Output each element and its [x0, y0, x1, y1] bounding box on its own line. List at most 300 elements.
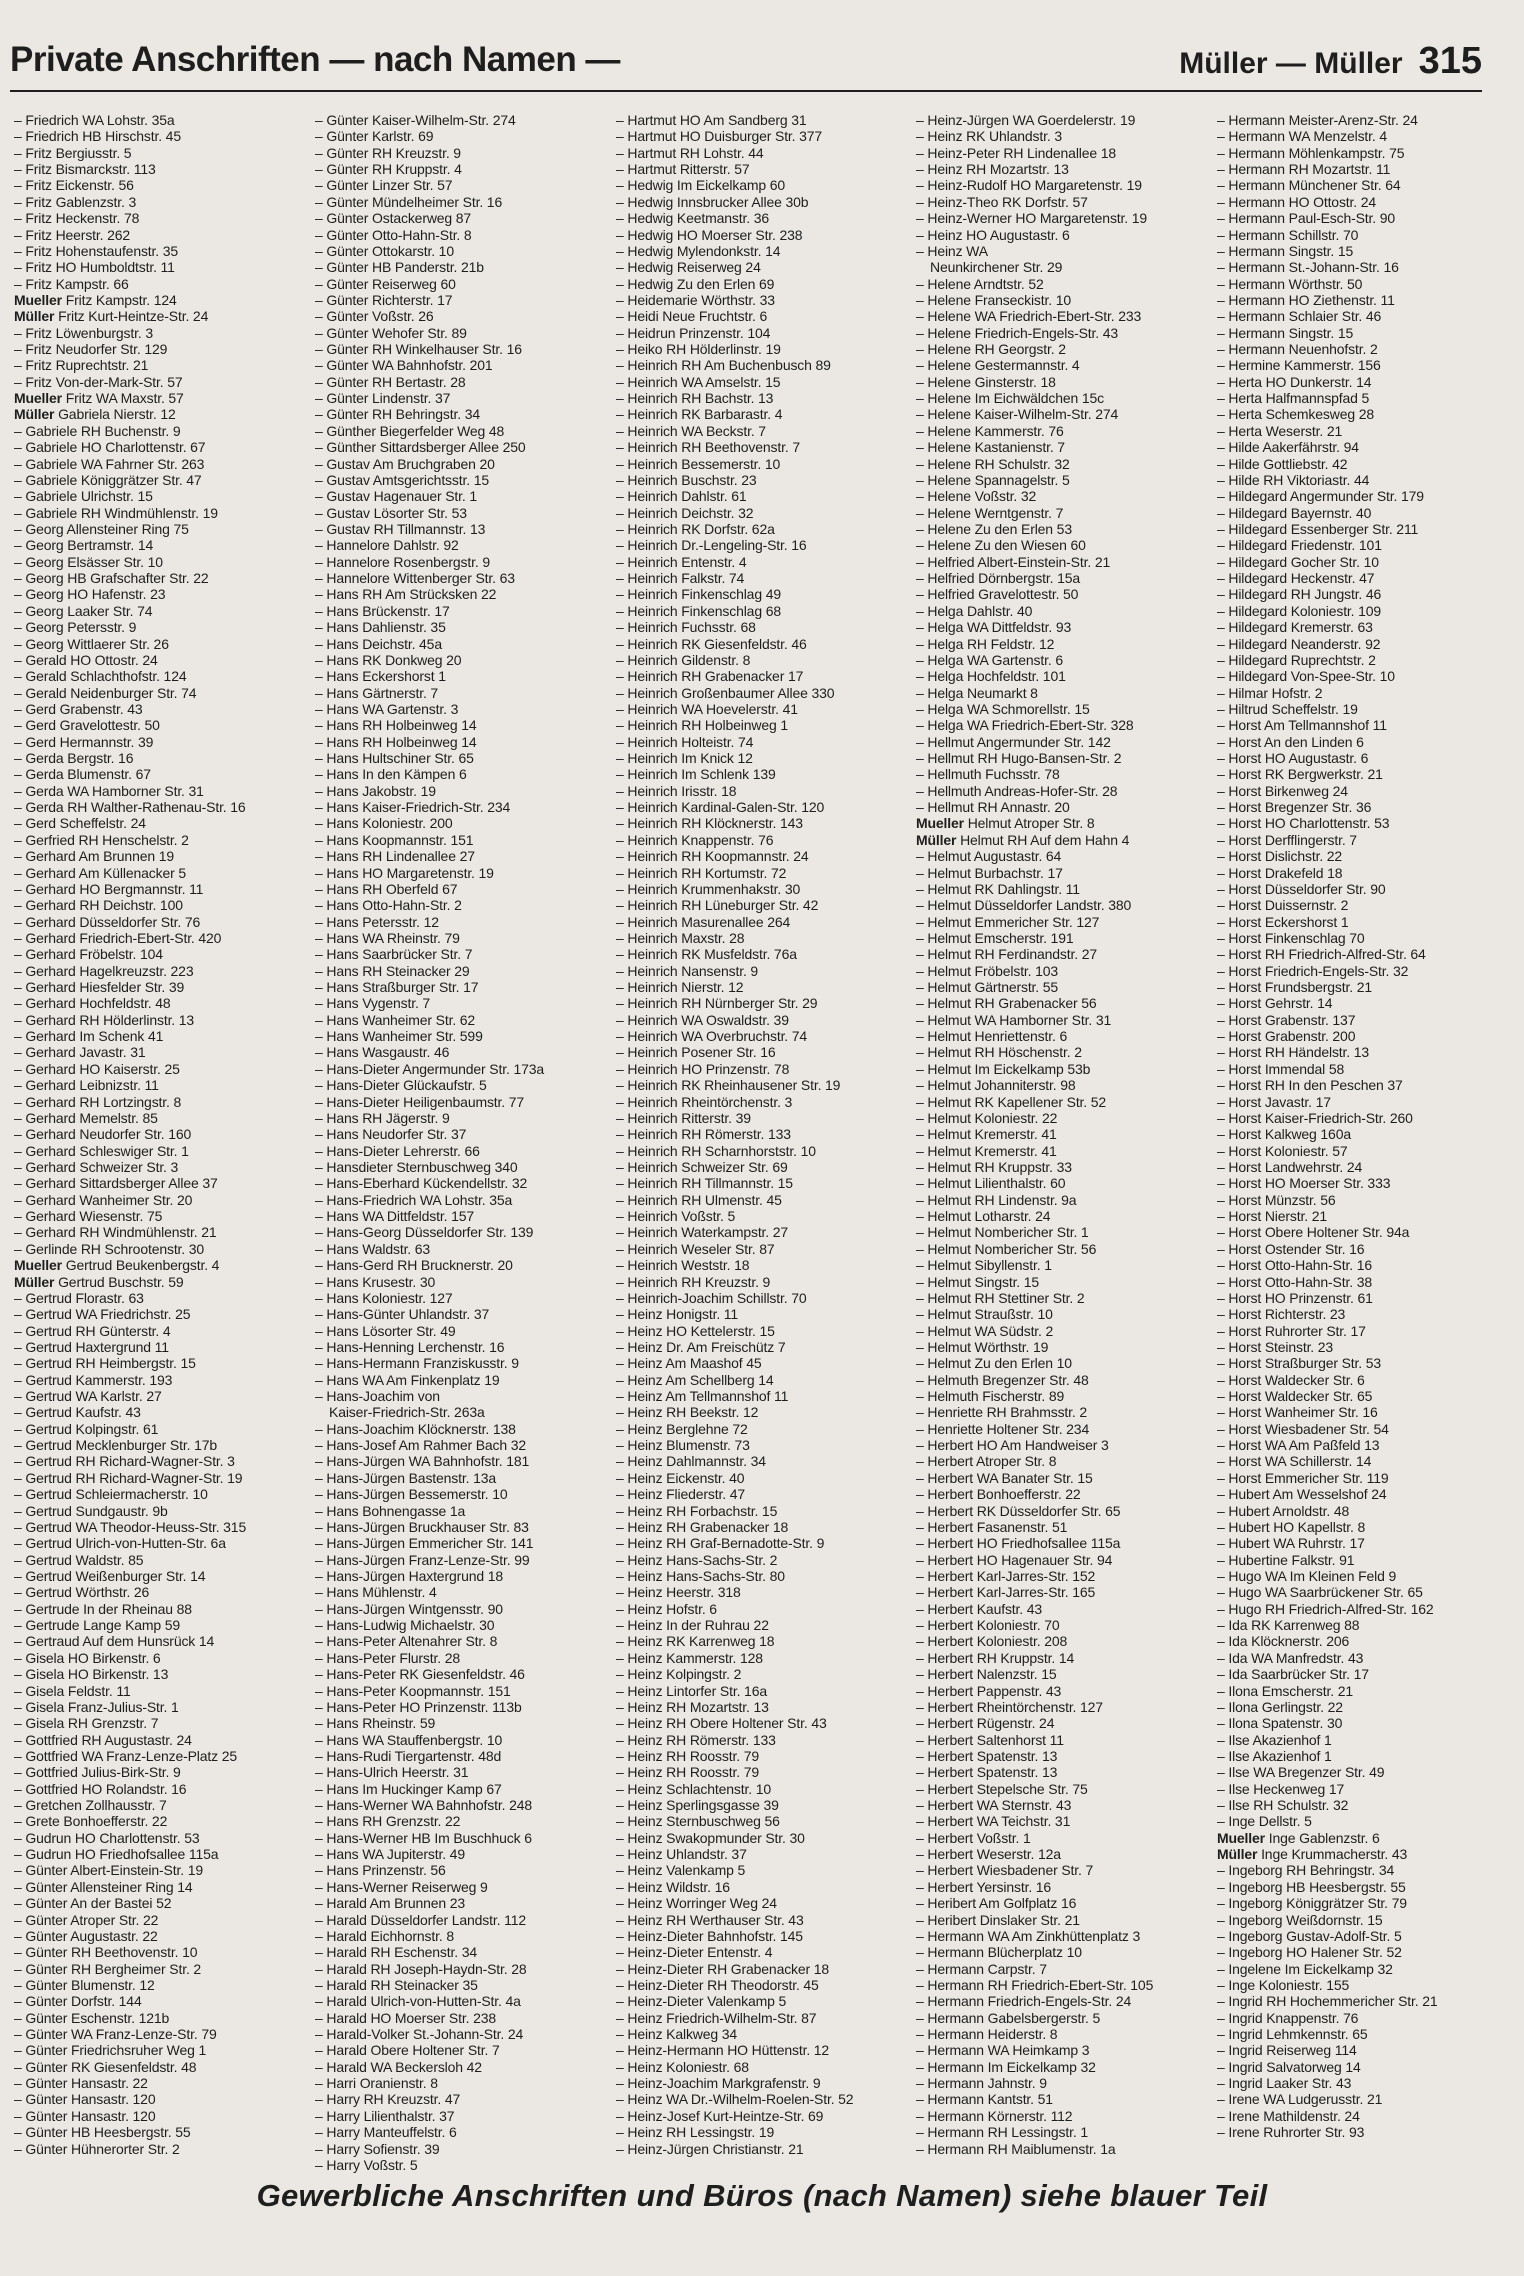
directory-entry: – Hugo WA Im Kleinen Feld 9: [1217, 1567, 1397, 1584]
directory-entry: – Ingeborg RH Behringstr. 34: [1217, 1862, 1395, 1879]
directory-entry: – Heinz Fliederstr. 47: [616, 1486, 745, 1503]
directory-entry: – Ingrid Knappenstr. 76: [1217, 2009, 1359, 2026]
directory-entry: – Helfried Dörnbergstr. 15a: [916, 570, 1081, 587]
directory-entry: – Heiko RH Hölderlinstr. 19: [616, 341, 781, 358]
directory-entry: – Fritz Hohenstaufenstr. 35: [14, 242, 179, 259]
directory-entry: – Harald Obere Holtener Str. 7: [315, 2042, 500, 2059]
directory-entry: – Hans-Werner HB Im Buschhuck 6: [315, 1829, 532, 1846]
directory-entry: – Herta HO Dunkerstr. 14: [1217, 373, 1372, 390]
directory-entry: – Georg Bertramstr. 14: [14, 537, 154, 554]
directory-entry: – Harri Oranienstr. 8: [315, 2075, 438, 2092]
directory-entry: – Heinrich Buschstr. 23: [616, 471, 757, 488]
directory-entry: – Ilse Akazienhof 1: [1217, 1747, 1332, 1764]
directory-entry: – Ilse WA Bregenzer Str. 49: [1217, 1764, 1385, 1781]
directory-entry: – Hermann Schlaier Str. 46: [1217, 308, 1382, 325]
directory-entry: – Gertrud Kammerstr. 193: [14, 1371, 173, 1388]
directory-entry: – Heinz RK Uhlandstr. 3: [916, 128, 1062, 145]
directory-entry: – Hartmut HO Duisburger Str. 377: [616, 128, 823, 145]
directory-entry: – Gerald Schlachthofstr. 124: [14, 668, 187, 685]
directory-entry: – Günter Friedrichsruher Weg 1: [14, 2042, 207, 2059]
directory-entry: – Helfried Gravelottestr. 50: [916, 586, 1079, 603]
directory-entry: – Gerhard Wiesenstr. 75: [14, 1208, 163, 1225]
directory-entry: – Heinrich Falkstr. 74: [616, 570, 745, 587]
directory-entry: – Ingrid Lehmkennstr. 65: [1217, 2026, 1368, 2043]
directory-entry: – Horst HO Charlottenstr. 53: [1217, 815, 1390, 832]
directory-entry: – Hans Wasgaustr. 46: [315, 1044, 450, 1061]
directory-entry: – Günter Kaiser-Wilhelm-Str. 274: [315, 112, 516, 128]
directory-entry: – Günter Hansastr. 22: [14, 2075, 148, 2092]
directory-entry: – Ida Klöcknerstr. 206: [1217, 1633, 1350, 1650]
directory-entry: – Herbert Saltenhorst 11: [916, 1731, 1064, 1748]
directory-entry: – Heinz Valenkamp 5: [616, 1862, 746, 1879]
directory-entry: – Hans Koloniestr. 127: [315, 1289, 453, 1306]
directory-entry: – Heinrich Im Schlenk 139: [616, 766, 776, 783]
directory-entry: – Harry Voßstr. 5: [315, 2156, 418, 2173]
directory-entry: – Georg Wittlaerer Str. 26: [14, 635, 169, 652]
directory-entry: – Georg Allensteiner Ring 75: [14, 520, 189, 537]
directory-entry: – Heinrich Schweizer Str. 69: [616, 1159, 788, 1175]
directory-entry: – Heinrich Masurenallee 264: [616, 913, 791, 930]
directory-entry: – Horst Derfflingerstr. 7: [1217, 831, 1357, 848]
directory-entry: – Horst Drakefeld 18: [1217, 864, 1343, 881]
directory-entry: – Herbert Voßstr. 1: [916, 1829, 1031, 1846]
directory-column-3: [616, 112, 908, 2162]
directory-column-4: [916, 112, 1208, 2162]
directory-entry: – Gerhard Leibnizstr. 11: [14, 1077, 159, 1094]
directory-entry: – Gottfried HO Rolandstr. 16: [14, 1780, 187, 1797]
directory-entry: – Gerhard Schweizer Str. 3: [14, 1159, 179, 1175]
directory-entry: – Günter Atroper Str. 22: [14, 1911, 159, 1928]
directory-entry: – Gerhard RH Hölderlinstr. 13: [14, 1011, 195, 1028]
directory-entry: – Hildegard Koloniestr. 109: [1217, 602, 1382, 619]
directory-entry: – Hermann Wörthstr. 50: [1217, 275, 1363, 292]
directory-entry: – Helmut RH Höschenstr. 2: [916, 1044, 1082, 1061]
directory-entry: – Herbert Atroper Str. 8: [916, 1453, 1057, 1470]
directory-entry: – Helga WA Friedrich-Ebert-Str. 328: [916, 717, 1134, 734]
directory-entry: – Horst HO Moerser Str. 333: [1217, 1175, 1391, 1192]
directory-entry: – Hans-Joachim Klöcknerstr. 138: [315, 1420, 516, 1437]
directory-entry: – Günter Augustastr. 22: [14, 1927, 158, 1944]
directory-entry: – Horst Javastr. 17: [1217, 1093, 1331, 1110]
directory-entry: – Helmut Im Eickelkamp 53b: [916, 1060, 1091, 1077]
directory-entry: – Heinrich RK Giesenfeldstr. 46: [616, 635, 807, 652]
directory-entry: – Horst Otto-Hahn-Str. 38: [1217, 1273, 1372, 1290]
directory-entry: – Gudrun HO Charlottenstr. 53: [14, 1829, 200, 1846]
directory-entry: – Heinz Heerstr. 318: [616, 1584, 741, 1601]
directory-entry: – Hartmut Ritterstr. 57: [616, 161, 750, 178]
directory-entry: – Gerhard HO Kaiserstr. 25: [14, 1060, 180, 1077]
directory-entry: – Hans Rheinstr. 59: [315, 1715, 436, 1732]
directory-entry: – Horst RH Händelstr. 13: [1217, 1044, 1370, 1061]
directory-entry: – Heinz Sternbuschweg 56: [616, 1813, 780, 1830]
directory-entry: – Hans RK Donkweg 20: [315, 651, 462, 668]
directory-entry: – Hans HO Margaretenstr. 19: [315, 864, 494, 881]
directory-entry: – Harald RH Eschenstr. 34: [315, 1944, 477, 1961]
directory-entry: – Heinz RH Obere Holtener Str. 43: [616, 1715, 827, 1732]
directory-entry: – Heinrich RH Scharnhorststr. 10: [616, 1142, 816, 1159]
directory-entry: – Hermine Kammerstr. 156: [1217, 357, 1381, 374]
directory-entry: – Hilde Gottliebstr. 42: [1217, 455, 1348, 472]
directory-entry: – Gerhard Neudorfer Str. 160: [14, 1126, 192, 1143]
directory-entry: – Gertrud Kolpingstr. 61: [14, 1420, 159, 1437]
directory-entry: – Hedwig Innsbrucker Allee 30b: [616, 193, 809, 210]
directory-entry: – Hermann WA Menzelstr. 4: [1217, 128, 1388, 145]
directory-entry: – Heinrich Voßstr. 5: [616, 1208, 736, 1225]
directory-entry: – Heinrich Knappenstr. 76: [616, 831, 774, 848]
directory-entry: – Helene Spannagelstr. 5: [916, 471, 1070, 488]
directory-entry: – Heinrich WA Oswaldstr. 39: [616, 1011, 789, 1028]
directory-entry: – Irene WA Ludgerusstr. 21: [1217, 2091, 1383, 2108]
directory-entry: – Heinz RH Beekstr. 12: [616, 1404, 759, 1421]
directory-entry: – Harald-Volker St.-Johann-Str. 24: [315, 2026, 524, 2043]
directory-entry: – Heinz Lintorfer Str. 16a: [616, 1682, 767, 1699]
directory-entry: – Horst Landwehrstr. 24: [1217, 1159, 1363, 1175]
directory-entry: – Heinz Dahlmannstr. 34: [616, 1453, 766, 1470]
directory-entry: – Horst Straßburger Str. 53: [1217, 1355, 1382, 1372]
directory-entry: – Heinrich Gildenstr. 8: [616, 651, 751, 668]
directory-entry: – Helga Hochfeldstr. 101: [916, 668, 1066, 685]
directory-entry: – Günter WA Franz-Lenze-Str. 79: [14, 2026, 217, 2043]
directory-entry: – Hans-Dieter Heiligenbaumstr. 77: [315, 1093, 525, 1110]
directory-entry: – Hedwig Reiserweg 24: [616, 259, 761, 276]
directory-entry: – Hans RH Grenzstr. 22: [315, 1813, 461, 1830]
directory-entry: – Hermann Meister-Arenz-Str. 24: [1217, 112, 1418, 128]
directory-entry: Müller Fritz Kurt-Heintze-Str. 24: [14, 308, 209, 325]
directory-entry: – Hermann HO Ziethenstr. 11: [1217, 291, 1395, 308]
directory-entry: – Heinz Hofstr. 6: [616, 1600, 717, 1617]
directory-entry: – Hans Waldstr. 63: [315, 1240, 431, 1257]
directory-entry: – Hans Vygenstr. 7: [315, 995, 431, 1012]
directory-entry: – Gerd Gravelottestr. 50: [14, 717, 160, 734]
directory-entry: – Herbert WA Banater Str. 15: [916, 1469, 1093, 1486]
directory-entry: – Heinrich RH Kortumstr. 72: [616, 864, 787, 881]
directory-entry: Mueller Helmut Atroper Str. 8: [916, 815, 1095, 832]
directory-entry: – Hellmut RH Hugo-Bansen-Str. 2: [916, 750, 1122, 767]
directory-entry: – Gudrun HO Friedhofsallee 115a: [14, 1846, 219, 1863]
directory-entry: – Hermann Schillstr. 70: [1217, 226, 1359, 243]
directory-entry: – Hans WA Stauffenbergstr. 10: [315, 1731, 503, 1748]
directory-entry: – Horst RH Friedrich-Alfred-Str. 64: [1217, 946, 1426, 963]
directory-entry: – Hartmut RH Lohstr. 44: [616, 144, 764, 161]
directory-entry: – Hans Prinzenstr. 56: [315, 1862, 446, 1879]
directory-entry: – Heinz-Peter RH Lindenallee 18: [916, 144, 1117, 161]
directory-entry: Müller Inge Krummacherstr. 43: [1217, 1846, 1408, 1863]
directory-entry: – Heinz-Rudolf HO Margaretenstr. 19: [916, 177, 1142, 194]
directory-entry: – Helene RH Georgstr. 2: [916, 341, 1066, 358]
directory-entry: – Heinrich Weststr. 18: [616, 1257, 750, 1274]
directory-entry: – Heinrich RH Kreuzstr. 9: [616, 1273, 771, 1290]
directory-entry: – Heinz HO Kettelerstr. 15: [616, 1322, 775, 1339]
directory-entry: – Günter Eschenstr. 121b: [14, 2009, 170, 2026]
directory-entry: – Gabriele HO Charlottenstr. 67: [14, 439, 206, 456]
directory-entry: – Hildegard Ruprechtstr. 2: [1217, 651, 1376, 668]
directory-entry: – Fritz Bergiusstr. 5: [14, 144, 132, 161]
directory-entry: – Georg HB Grafschafter Str. 22: [14, 570, 209, 587]
directory-entry: – Gerhard Sittardsberger Allee 37: [14, 1175, 218, 1192]
name-range-label: Müller — Müller: [1179, 47, 1403, 80]
directory-entry: – Helga WA Gartenstr. 6: [916, 651, 1063, 668]
directory-entry: – Heinrich Deichstr. 32: [616, 504, 754, 521]
directory-entry: – Hubertine Falkstr. 91: [1217, 1551, 1355, 1568]
directory-entry: – Herbert Koloniestr. 208: [916, 1633, 1068, 1650]
directory-entry: – Gerda RH Walther-Rathenau-Str. 16: [14, 799, 246, 816]
directory-entry: – Hans-Peter Altenahrer Str. 8: [315, 1633, 498, 1650]
directory-entry: – Henriette RH Brahmsstr. 2: [916, 1404, 1088, 1421]
directory-entry: – Heinz In der Ruhrau 22: [616, 1617, 769, 1634]
directory-entry: – Heinrich RH Ulmenstr. 45: [616, 1191, 782, 1208]
directory-entry: – Hermann Münchener Str. 64: [1217, 177, 1401, 194]
directory-entry: – Herbert RH Kruppstr. 14: [916, 1649, 1075, 1666]
directory-entry: – Gerlinde RH Schrootenstr. 30: [14, 1240, 205, 1257]
directory-entry: – Heidrun Prinzenstr. 104: [616, 324, 771, 341]
directory-entry: – Hermann Friedrich-Engels-Str. 24: [916, 1993, 1132, 2010]
directory-entry: – Heinrich RH Am Buchenbusch 89: [616, 357, 831, 374]
directory-entry: – Heinrich Großenbaumer Allee 330: [616, 684, 835, 701]
directory-entry: – Helmut Koloniestr. 22: [916, 1109, 1058, 1126]
directory-entry: – Hans-Werner WA Bahnhofstr. 248: [315, 1797, 532, 1814]
directory-entry: – Hans-Peter Flurstr. 28: [315, 1649, 461, 1666]
directory-entry: – Horst WA Am Paßfeld 13: [1217, 1437, 1380, 1454]
directory-entry: – Gertrud Waldstr. 85: [14, 1551, 144, 1568]
directory-entry: – Hans-Friedrich WA Lohstr. 35a: [315, 1191, 513, 1208]
directory-entry: – Heinz-Hermann HO Hüttenstr. 12: [616, 2042, 830, 2059]
directory-entry: – Heinz Uhlandstr. 37: [616, 1846, 747, 1863]
directory-entry: – Hans-Jürgen Haxtergrund 18: [315, 1567, 504, 1584]
directory-entry: – Helmuth Fischerstr. 89: [916, 1388, 1065, 1405]
directory-entry: – Hildegard Gocher Str. 10: [1217, 553, 1379, 570]
directory-entry: – Gerhard Hiesfelder Str. 39: [14, 979, 185, 996]
directory-entry: – Helene Voßstr. 32: [916, 488, 1037, 505]
directory-entry: – Helfried Albert-Einstein-Str. 21: [916, 553, 1111, 570]
directory-entry: – Heinz Hans-Sachs-Str. 80: [616, 1567, 785, 1584]
directory-entry: – Horst Gehrstr. 14: [1217, 995, 1333, 1012]
directory-entry: – Günter RH Kruppstr. 4: [315, 161, 462, 178]
directory-entry: – Heinz-Werner HO Margaretenstr. 19: [916, 210, 1148, 227]
directory-entry: – Gertrud Kaufstr. 43: [14, 1404, 141, 1421]
directory-entry: – Hans WA Dittfeldstr. 157: [315, 1208, 474, 1225]
directory-entry: – Ida Saarbrücker Str. 17: [1217, 1666, 1369, 1683]
directory-entry: – Helene Franseckistr. 10: [916, 291, 1071, 308]
directory-entry: – Hermann Im Eickelkamp 32: [916, 2058, 1096, 2075]
directory-entry: – Horst Eckershorst 1: [1217, 913, 1349, 930]
directory-entry: – Hermann Körnerstr. 112: [916, 2107, 1073, 2124]
page-number: 315: [1418, 40, 1482, 82]
directory-entry: – Günter WA Bahnhofstr. 201: [315, 357, 493, 374]
directory-entry: – Hans WA Rheinstr. 79: [315, 929, 460, 946]
directory-entry: – Helmuth Bregenzer Str. 48: [916, 1371, 1089, 1388]
directory-entry: – Helene Zu den Erlen 53: [916, 520, 1072, 537]
directory-entry: – Gabriele RH Buchenstr. 9: [14, 422, 181, 439]
directory-entry: – Harry Lilienthalstr. 37: [315, 2107, 455, 2124]
directory-entry: – Heinrich Finkenschlag 68: [616, 602, 781, 619]
directory-entry: – Horst WA Schillerstr. 14: [1217, 1453, 1372, 1470]
directory-entry: – Heinz RH Forbachstr. 15: [616, 1502, 778, 1519]
directory-entry: – Herbert Spatenstr. 13: [916, 1764, 1058, 1781]
directory-entry: – Hildegard Friedenstr. 101: [1217, 537, 1382, 554]
directory-entry: – Fritz Heckenstr. 78: [14, 210, 140, 227]
directory-entry: – Hans-Günter Uhlandstr. 37: [315, 1306, 490, 1323]
directory-entry: – Hermann RH Maiblumenstr. 1a: [916, 2140, 1116, 2157]
directory-entry: – Gerhard Javastr. 31: [14, 1044, 146, 1061]
directory-entry: – Heinz Wildstr. 16: [616, 1878, 730, 1895]
directory-entry: – Heinrich Bessemerstr. 10: [616, 455, 781, 472]
directory-entry: – Irene Ruhrorter Str. 93: [1217, 2124, 1365, 2141]
directory-entry: – Helmut Kremerstr. 41: [916, 1142, 1057, 1159]
directory-entry: – Heinrich WA Hoevelerstr. 41: [616, 700, 798, 717]
directory-entry: – Heinz-Dieter Valenkamp 5: [616, 1993, 787, 2010]
directory-entry: – Heinrich Im Knick 12: [616, 750, 753, 767]
directory-entry: – Heinz RH Mozartstr. 13: [916, 161, 1069, 178]
directory-entry: – Günter RH Winkelhauser Str. 16: [315, 341, 522, 358]
directory-entry: – Ingelene Im Eickelkamp 32: [1217, 1960, 1393, 1977]
directory-entry: – Heinz RH Graf-Bernadotte-Str. 9: [616, 1535, 825, 1552]
directory-entry: – Heidi Neue Fruchtstr. 6: [616, 308, 768, 325]
directory-entry: – Horst HO Prinzenstr. 61: [1217, 1289, 1373, 1306]
directory-entry: – Gustav Am Bruchgraben 20: [315, 455, 495, 472]
directory-entry: – Helmut Emmericher Str. 127: [916, 913, 1100, 930]
directory-entry: – Helga RH Feldstr. 12: [916, 635, 1055, 652]
directory-entry: – Gottfried WA Franz-Lenze-Platz 25: [14, 1747, 237, 1764]
directory-column-2: [315, 112, 607, 2173]
directory-entry: – Gerhard Am Küllenacker 5: [14, 864, 186, 881]
directory-entry: – Heinz Swakopmunder Str. 30: [616, 1829, 805, 1846]
directory-entry: – Hildegard RH Jungstr. 46: [1217, 586, 1382, 603]
directory-entry: – Helga Dahlstr. 40: [916, 602, 1033, 619]
directory-entry: – Fritz Neudorfer Str. 129: [14, 341, 168, 358]
directory-entry: – Herbert HO Hagenauer Str. 94: [916, 1551, 1113, 1568]
directory-entry: – Helene Kammerstr. 76: [916, 422, 1064, 439]
directory-entry: – Helene RH Schulstr. 32: [916, 455, 1070, 472]
directory-entry: – Heinrich Irisstr. 18: [616, 782, 737, 799]
directory-entry: – Grete Bonhoefferstr. 22: [14, 1813, 168, 1830]
directory-entry: – Horst Friedrich-Engels-Str. 32: [1217, 962, 1409, 979]
directory-entry: – Herta Weserstr. 21: [1217, 422, 1343, 439]
directory-entry: – Helmut RK Kapellener Str. 52: [916, 1093, 1107, 1110]
directory-entry: – Herbert Stepelsche Str. 75: [916, 1780, 1088, 1797]
directory-entry: – Günter Mündelheimer Str. 16: [315, 193, 503, 210]
directory-entry: – Herbert Nalenzstr. 15: [916, 1666, 1057, 1683]
directory-entry: – Heinrich RH Koopmannstr. 24: [616, 848, 809, 865]
directory-entry: – Horst Düsseldorfer Str. 90: [1217, 880, 1386, 897]
directory-entry: – Hans RH Steinacker 29: [315, 962, 470, 979]
directory-entry: – Hans RH Lindenallee 27: [315, 848, 475, 865]
directory-entry: – Gerhard Memelstr. 85: [14, 1109, 158, 1126]
directory-entry: – Helene Ginsterstr. 18: [916, 373, 1056, 390]
directory-entry: – Heinz WA Dr.-Wilhelm-Roelen-Str. 52: [616, 2091, 854, 2108]
directory-entry: – Horst Am Tellmannshof 11: [1217, 717, 1387, 734]
directory-entry: – Hellmut Angermunder Str. 142: [916, 733, 1111, 750]
directory-entry: – Hans-Hermann Franziskusstr. 9: [315, 1355, 519, 1372]
directory-entry: – Heinrich Maxstr. 28: [616, 929, 745, 946]
directory-entry: – Heinz RH Römerstr. 133: [616, 1731, 776, 1748]
directory-entry: – Helmut RH Grabenacker 56: [916, 995, 1097, 1012]
directory-entry: – Hans-Rudi Tiergartenstr. 48d: [315, 1747, 502, 1764]
directory-entry: – Heinrich WA Amselstr. 15: [616, 373, 781, 390]
directory-entry: – Hubert Arnoldstr. 48: [1217, 1502, 1350, 1519]
directory-entry: – Günter HB Panderstr. 21b: [315, 259, 484, 276]
directory-entry: – Fritz Bismarckstr. 113: [14, 161, 156, 178]
directory-entry: – Gertrud Ulrich-von-Hutten-Str. 6a: [14, 1535, 226, 1552]
directory-entry: – Hans Im Huckinger Kamp 67: [315, 1780, 502, 1797]
directory-entry: – Heinrich HO Prinzenstr. 78: [616, 1060, 790, 1077]
directory-entry: – Gabriele RH Windmühlenstr. 19: [14, 504, 218, 521]
directory-entry: – Gertrud Sundgaustr. 9b: [14, 1502, 168, 1519]
directory-entry: – Herta Halfmannspfad 5: [1217, 390, 1370, 407]
directory-entry: – Ilse Akazienhof 1: [1217, 1731, 1332, 1748]
directory-entry: Mueller Gertrud Beukenbergstr. 4: [14, 1257, 220, 1274]
directory-entry: – Gerhard Düsseldorfer Str. 76: [14, 913, 201, 930]
directory-entry: – Heinz RH Grabenacker 18: [616, 1518, 789, 1535]
name-range-header: [1179, 40, 1482, 83]
directory-entry: – Helmut Straußstr. 10: [916, 1306, 1053, 1323]
directory-entry: – Heinrich RK Dorfstr. 62a: [616, 520, 775, 537]
directory-entry: – Hans-Georg Düsseldorfer Str. 139: [315, 1224, 534, 1241]
directory-entry: – Horst HO Augustastr. 6: [1217, 750, 1369, 767]
directory-entry: – Ilse Heckenweg 17: [1217, 1780, 1345, 1797]
directory-entry: – Hildegard Heckenstr. 47: [1217, 570, 1375, 587]
directory-entry: – Horst Nierstr. 21: [1217, 1208, 1327, 1225]
directory-entry: – Heribert Am Golfplatz 16: [916, 1895, 1077, 1912]
directory-entry: Mueller Inge Gablenzstr. 6: [1217, 1829, 1380, 1846]
directory-entry: – Gerhard Am Brunnen 19: [14, 848, 174, 865]
directory-entry: – Heinrich Rheintörchenstr. 3: [616, 1093, 793, 1110]
directory-entry: – Harry Sofienstr. 39: [315, 2140, 440, 2157]
directory-entry: – Heinz Am Tellmannshof 11: [616, 1388, 789, 1405]
directory-entry: – Hans RH Holbeinweg 14: [315, 733, 477, 750]
directory-entry: – Herbert HO Friedhofsallee 115a: [916, 1535, 1121, 1552]
directory-entry: – Hildegard Neanderstr. 92: [1217, 635, 1381, 652]
directory-entry: – Gerhard HO Bergmannstr. 11: [14, 880, 204, 897]
directory-entry: – Günter HB Heesbergstr. 55: [14, 2124, 191, 2141]
directory-entry: – Helmut Düsseldorfer Landstr. 380: [916, 897, 1132, 914]
directory-entry: – Herbert Karl-Jarres-Str. 152: [916, 1567, 1096, 1584]
directory-entry: – Hermann Heiderstr. 8: [916, 2026, 1058, 2043]
directory-entry: – Hedwig Im Eickelkamp 60: [616, 177, 785, 194]
directory-entry: Mueller Fritz Kampstr. 124: [14, 291, 177, 308]
directory-entry: – Gabriele Königgrätzer Str. 47: [14, 471, 202, 488]
directory-entry: – Henriette Holtener Str. 234: [916, 1420, 1090, 1437]
directory-entry: – Hermann WA Heimkamp 3: [916, 2042, 1090, 2059]
directory-entry: – Günter Richterstr. 17: [315, 291, 453, 308]
directory-entry: – Heinrich Holteistr. 74: [616, 733, 754, 750]
directory-entry: – Helene Kastanienstr. 7: [916, 439, 1065, 456]
directory-entry: – Inge Koloniestr. 155: [1217, 1976, 1350, 1993]
directory-entry: – Hans-Josef Am Rahmer Bach 32: [315, 1437, 527, 1454]
directory-entry: – Heinz-Dieter Entenstr. 4: [616, 1944, 773, 1961]
directory-entry: – Georg HO Hafenstr. 23: [14, 586, 166, 603]
directory-entry: – Horst Obere Holtener Str. 94a: [1217, 1224, 1410, 1241]
directory-entry: – Heinz Worringer Weg 24: [616, 1895, 777, 1912]
directory-entry: – Günter Linzer Str. 57: [315, 177, 453, 194]
directory-entry: – Gertrud Florastr. 63: [14, 1289, 144, 1306]
directory-entry: – Gertrud WA Friedrichstr. 25: [14, 1306, 191, 1323]
directory-entry: – Helene Zu den Wiesen 60: [916, 537, 1086, 554]
directory-entry: – Hannelore Wittenberger Str. 63: [315, 570, 515, 587]
directory-entry: – Hans WA Jupiterstr. 49: [315, 1846, 465, 1863]
directory-entry: – Helmut Lotharstr. 24: [916, 1208, 1051, 1225]
directory-entry: – Heinz Sperlingsgasse 39: [616, 1797, 779, 1814]
directory-entry: – Hans-Jürgen Emmericher Str. 141: [315, 1535, 534, 1552]
directory-entry: Kaiser-Friedrich-Str. 263a: [329, 1404, 485, 1421]
directory-entry: – Günter RH Kreuzstr. 9: [315, 144, 461, 161]
directory-entry: – Heinrich RH Lüneburger Str. 42: [616, 897, 819, 914]
directory-entry: – Hilmar Hofstr. 2: [1217, 684, 1323, 701]
directory-entry: – Hermann Singstr. 15: [1217, 324, 1354, 341]
directory-entry: – Hannelore Rosenbergstr. 9: [315, 553, 490, 570]
directory-entry: – Herbert HO Am Handweiser 3: [916, 1437, 1109, 1454]
directory-entry: – Hans-Joachim von: [315, 1388, 440, 1405]
directory-entry: – Hartmut HO Am Sandberg 31: [616, 112, 807, 128]
